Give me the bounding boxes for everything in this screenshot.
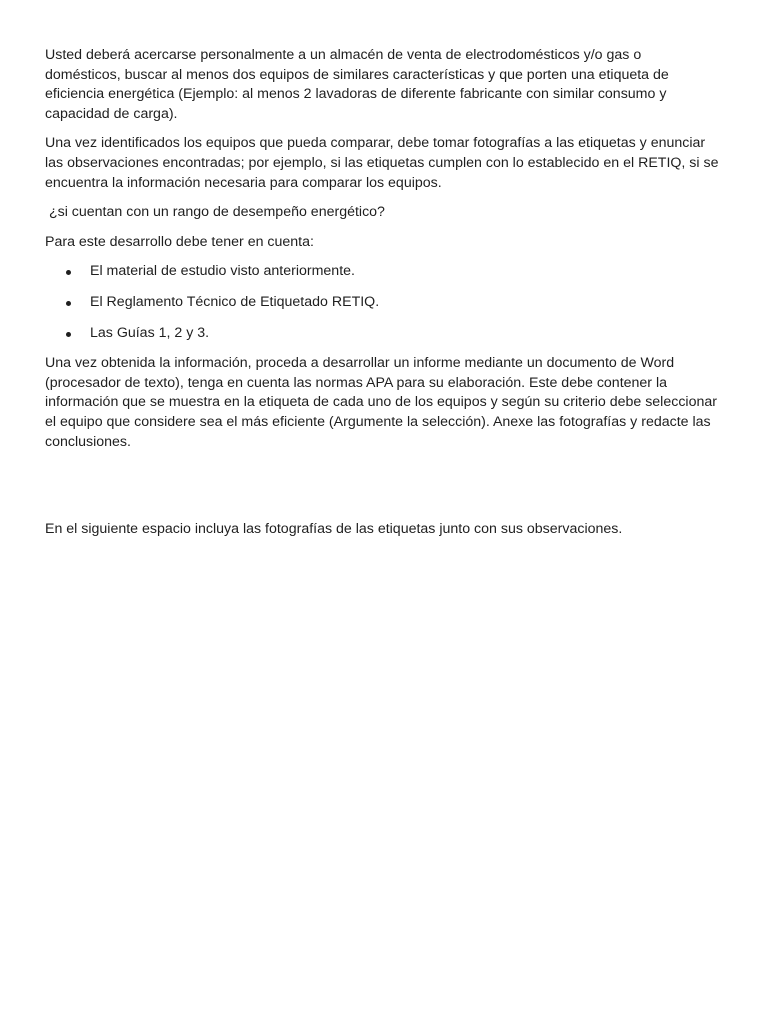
list-item-text: Las Guías 1, 2 y 3. bbox=[90, 325, 210, 342]
paragraph-identification: Una vez identificados los equipos que pueda comparar, debe tomar fotografías a las etiquetas y enunciar las observaciones encontradas; por ejemplo, si las etiquetas cumplen con lo establecido en el RETIQ, si se encuentra la información necesaria para comparar los equipos. bbox=[45, 135, 719, 191]
bullet-dot-icon bbox=[66, 332, 71, 337]
list-item bbox=[45, 324, 720, 344]
list-item-text: El material de estudio visto anteriormente. bbox=[90, 263, 355, 280]
paragraph-instructions: Usted deberá acercarse personalmente a un almacén de venta de electrodomésticos y/o gas o domésticos, buscar al menos dos equipos de similares características y que porten una etiqueta de eficiencia energética (Ejemplo: al menos 2 lavadoras de diferente fabricante con similar consumo y capacidad de carga). bbox=[45, 47, 669, 122]
bullet-dot-icon bbox=[66, 301, 71, 306]
list-item bbox=[45, 262, 720, 282]
list-item-text: El Reglamento Técnico de Etiquetado RETIQ. bbox=[90, 294, 380, 311]
bullet-list bbox=[45, 262, 720, 344]
paragraph-considerations: Para este desarrollo debe tener en cuenta: bbox=[45, 233, 314, 250]
paragraph-photos-space: En el siguiente espacio incluya las fotografías de las etiquetas junto con sus observaciones. bbox=[45, 521, 623, 538]
list-item bbox=[45, 293, 720, 313]
paragraph-report: Una vez obtenida la información, proceda a desarrollar un informe mediante un documento de Word (procesador de texto), tenga en cuenta las normas APA para su elaboración. Este debe contener la información que se muestra en la etiqueta de cada uno de los equipos y según su criterio debe seleccionar el equipo que considere sea el más eficiente (Argumente la selección). Anexe las fotografías y redacte las conclusiones. bbox=[45, 355, 717, 450]
paragraph-question: ¿si cuentan con un rango de desempeño energético? bbox=[45, 204, 385, 221]
bullet-dot-icon bbox=[66, 270, 71, 275]
